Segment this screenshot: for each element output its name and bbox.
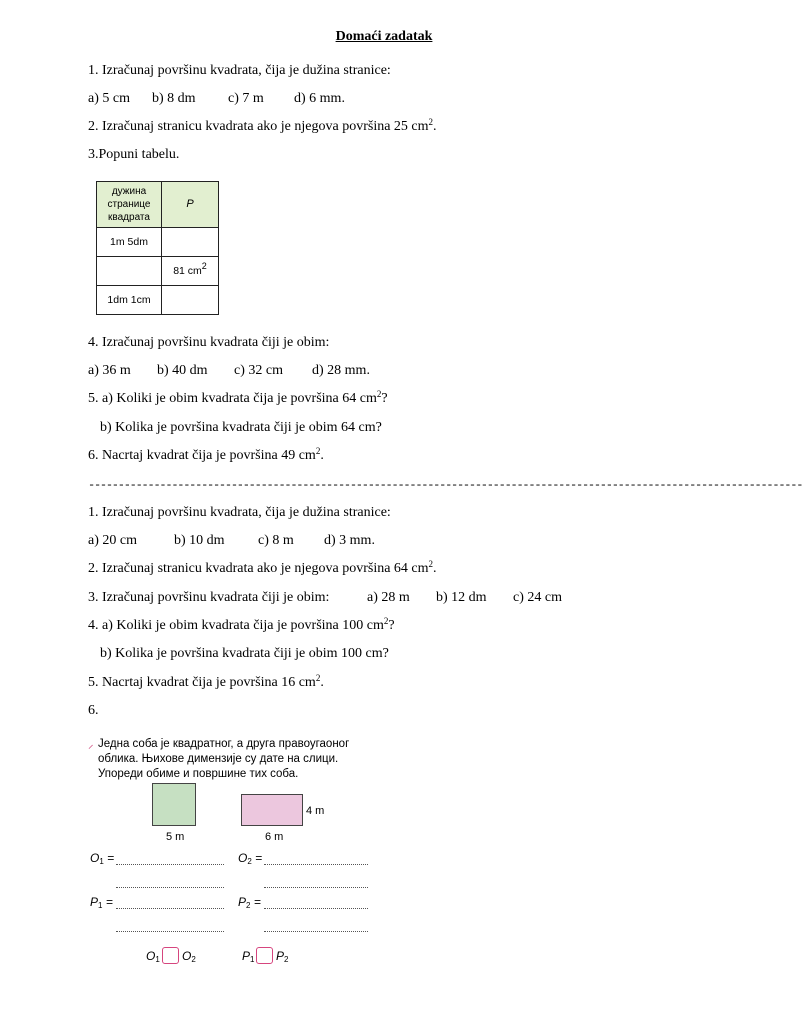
answer-line bbox=[264, 907, 368, 909]
square-side-label: 5 m bbox=[166, 831, 185, 843]
subscript: 2 bbox=[284, 955, 289, 964]
exercise-marker-icon: ⸝ bbox=[88, 739, 94, 751]
compare-o2 bbox=[182, 949, 196, 964]
p2-question-1-options bbox=[88, 532, 375, 550]
p1-question-1: 1. Izračunaj površinu kvadrata, čija je dužina stranice: bbox=[88, 63, 391, 78]
table-cell bbox=[162, 286, 219, 315]
subscript: 2 bbox=[191, 955, 196, 964]
o2-label bbox=[238, 851, 262, 866]
table-cell bbox=[162, 257, 219, 286]
letter: P bbox=[238, 895, 247, 909]
exercise-text-line: облика. Њихове димензије су дате на слици. bbox=[98, 753, 339, 765]
subscript: 1 bbox=[250, 955, 255, 964]
p2-question-2 bbox=[88, 560, 437, 578]
equals: = bbox=[107, 851, 115, 865]
p1-label bbox=[90, 895, 113, 910]
option: a) 36 m bbox=[88, 363, 131, 378]
equals: = bbox=[253, 895, 261, 909]
option: d) 3 mm. bbox=[324, 533, 375, 548]
letter: P bbox=[90, 895, 99, 909]
table-cell bbox=[162, 228, 219, 257]
p2-question-6: 6. bbox=[88, 703, 99, 718]
option: b) 40 dm bbox=[157, 363, 208, 378]
answer-line bbox=[116, 930, 224, 932]
p1-question-6 bbox=[88, 447, 324, 465]
p1-question-5b: b) Kolika je površina kvadrata čiji je obim 64 cm? bbox=[100, 420, 382, 435]
question-text: 5. Nacrtaj kvadrat čija je površina 16 cm bbox=[88, 675, 316, 690]
subscript: 1 bbox=[99, 857, 104, 866]
letter: O bbox=[238, 851, 248, 865]
cell-text: 81 cm bbox=[173, 265, 202, 277]
exercise-text-line: Упореди обиме и површине тих соба. bbox=[98, 768, 299, 780]
p2-question-4a bbox=[88, 617, 395, 635]
compare-p2 bbox=[276, 949, 288, 964]
table-cell: 1dm 1cm bbox=[97, 286, 162, 315]
fill-table bbox=[96, 181, 219, 315]
subscript: 2 bbox=[246, 901, 251, 910]
question-text: 2. Izračunaj stranicu kvadrata ako je njegova površina 64 cm bbox=[88, 561, 429, 576]
p1-question-4: 4. Izračunaj površinu kvadrata čiji je obim: bbox=[88, 335, 330, 350]
p2-question-1: 1. Izračunaj površinu kvadrata, čija je dužina stranice: bbox=[88, 505, 391, 520]
superscript: 2 bbox=[428, 559, 434, 569]
option: c) 32 cm bbox=[234, 363, 283, 378]
punct: ? bbox=[381, 391, 388, 406]
p1-question-5a bbox=[88, 390, 388, 408]
option: a) 20 cm bbox=[88, 533, 137, 548]
p2-label bbox=[238, 895, 261, 910]
superscript: 2 bbox=[428, 117, 434, 127]
question-text: 3. Izračunaj površinu kvadrata čiji je obim: bbox=[88, 590, 330, 605]
option: d) 28 mm. bbox=[312, 363, 370, 378]
letter: O bbox=[90, 851, 100, 865]
letter: P bbox=[242, 949, 251, 963]
punct: . bbox=[433, 561, 437, 576]
option: d) 6 mm. bbox=[294, 91, 345, 106]
table-row bbox=[97, 228, 219, 257]
rect-height-label: 4 m bbox=[306, 805, 325, 817]
p2-question-5 bbox=[88, 674, 324, 692]
answer-line bbox=[116, 907, 224, 909]
option: b) 8 dm bbox=[152, 91, 196, 106]
equals: = bbox=[255, 851, 263, 865]
punct: . bbox=[433, 119, 437, 134]
equals: = bbox=[105, 895, 113, 909]
option: a) 28 m bbox=[367, 590, 410, 605]
subscript: 1 bbox=[155, 955, 160, 964]
compare-p1 bbox=[242, 949, 254, 964]
answer-line bbox=[264, 863, 368, 865]
o1-label bbox=[90, 851, 114, 866]
square-room bbox=[152, 783, 196, 826]
punct: . bbox=[320, 448, 324, 463]
table-row bbox=[97, 286, 219, 315]
option: b) 10 dm bbox=[174, 533, 225, 548]
answer-line bbox=[116, 886, 224, 888]
question-text: 5. a) Koliki je obim kvadrata čija je površina 64 cm bbox=[88, 391, 377, 406]
compare-o1 bbox=[146, 949, 160, 964]
table-header-p: P bbox=[162, 182, 219, 228]
option: b) 12 dm bbox=[436, 590, 487, 605]
letter: P bbox=[276, 949, 285, 963]
p1-question-2 bbox=[88, 118, 437, 136]
exercise-text bbox=[98, 737, 349, 782]
answer-line bbox=[116, 863, 224, 865]
option: c) 24 cm bbox=[513, 590, 562, 605]
p2-question-3 bbox=[88, 589, 562, 607]
p1-question-4-options bbox=[88, 362, 370, 380]
p2-question-4b: b) Kolika je površina kvadrata čiji je obim 100 cm? bbox=[100, 646, 389, 661]
table-header-side: дужина странице квадрата bbox=[97, 182, 162, 228]
table-row bbox=[97, 257, 219, 286]
compare-box-area[interactable] bbox=[256, 947, 273, 964]
p1-question-3: 3.Popuni tabelu. bbox=[88, 147, 180, 162]
answer-line bbox=[264, 886, 368, 888]
answer-line bbox=[264, 930, 368, 932]
subscript: 2 bbox=[247, 857, 252, 866]
table-cell bbox=[97, 257, 162, 286]
rect-width-label: 6 m bbox=[265, 831, 284, 843]
punct: ? bbox=[388, 618, 395, 633]
compare-box-perimeter[interactable] bbox=[162, 947, 179, 964]
superscript: 2 bbox=[383, 616, 389, 626]
superscript: 2 bbox=[315, 673, 321, 683]
option: c) 7 m bbox=[228, 91, 264, 106]
letter: O bbox=[146, 949, 156, 963]
option: a) 5 cm bbox=[88, 91, 130, 106]
table-cell: 1m 5dm bbox=[97, 228, 162, 257]
exercise-text-line: Једна соба је квадратног, а друга правоугаоног bbox=[98, 738, 350, 750]
page-title: Domaći zadatak bbox=[335, 29, 433, 44]
punct: . bbox=[320, 675, 324, 690]
letter: O bbox=[182, 949, 192, 963]
separator-line: ------------------------------------------------------------------------------------------------------------------------ bbox=[88, 478, 802, 492]
question-text: 6. Nacrtaj kvadrat čija je površina 49 cm bbox=[88, 448, 316, 463]
p1-question-1-options bbox=[88, 90, 345, 108]
superscript: 2 bbox=[315, 446, 321, 456]
superscript: 2 bbox=[376, 389, 382, 399]
question-text: 2. Izračunaj stranicu kvadrata ako je njegova površina 25 cm bbox=[88, 119, 429, 134]
superscript: 2 bbox=[201, 261, 207, 271]
question-text: 4. a) Koliki je obim kvadrata čija je površina 100 cm bbox=[88, 618, 384, 633]
subscript: 1 bbox=[98, 901, 103, 910]
option: c) 8 m bbox=[258, 533, 294, 548]
rectangle-room bbox=[241, 794, 303, 826]
